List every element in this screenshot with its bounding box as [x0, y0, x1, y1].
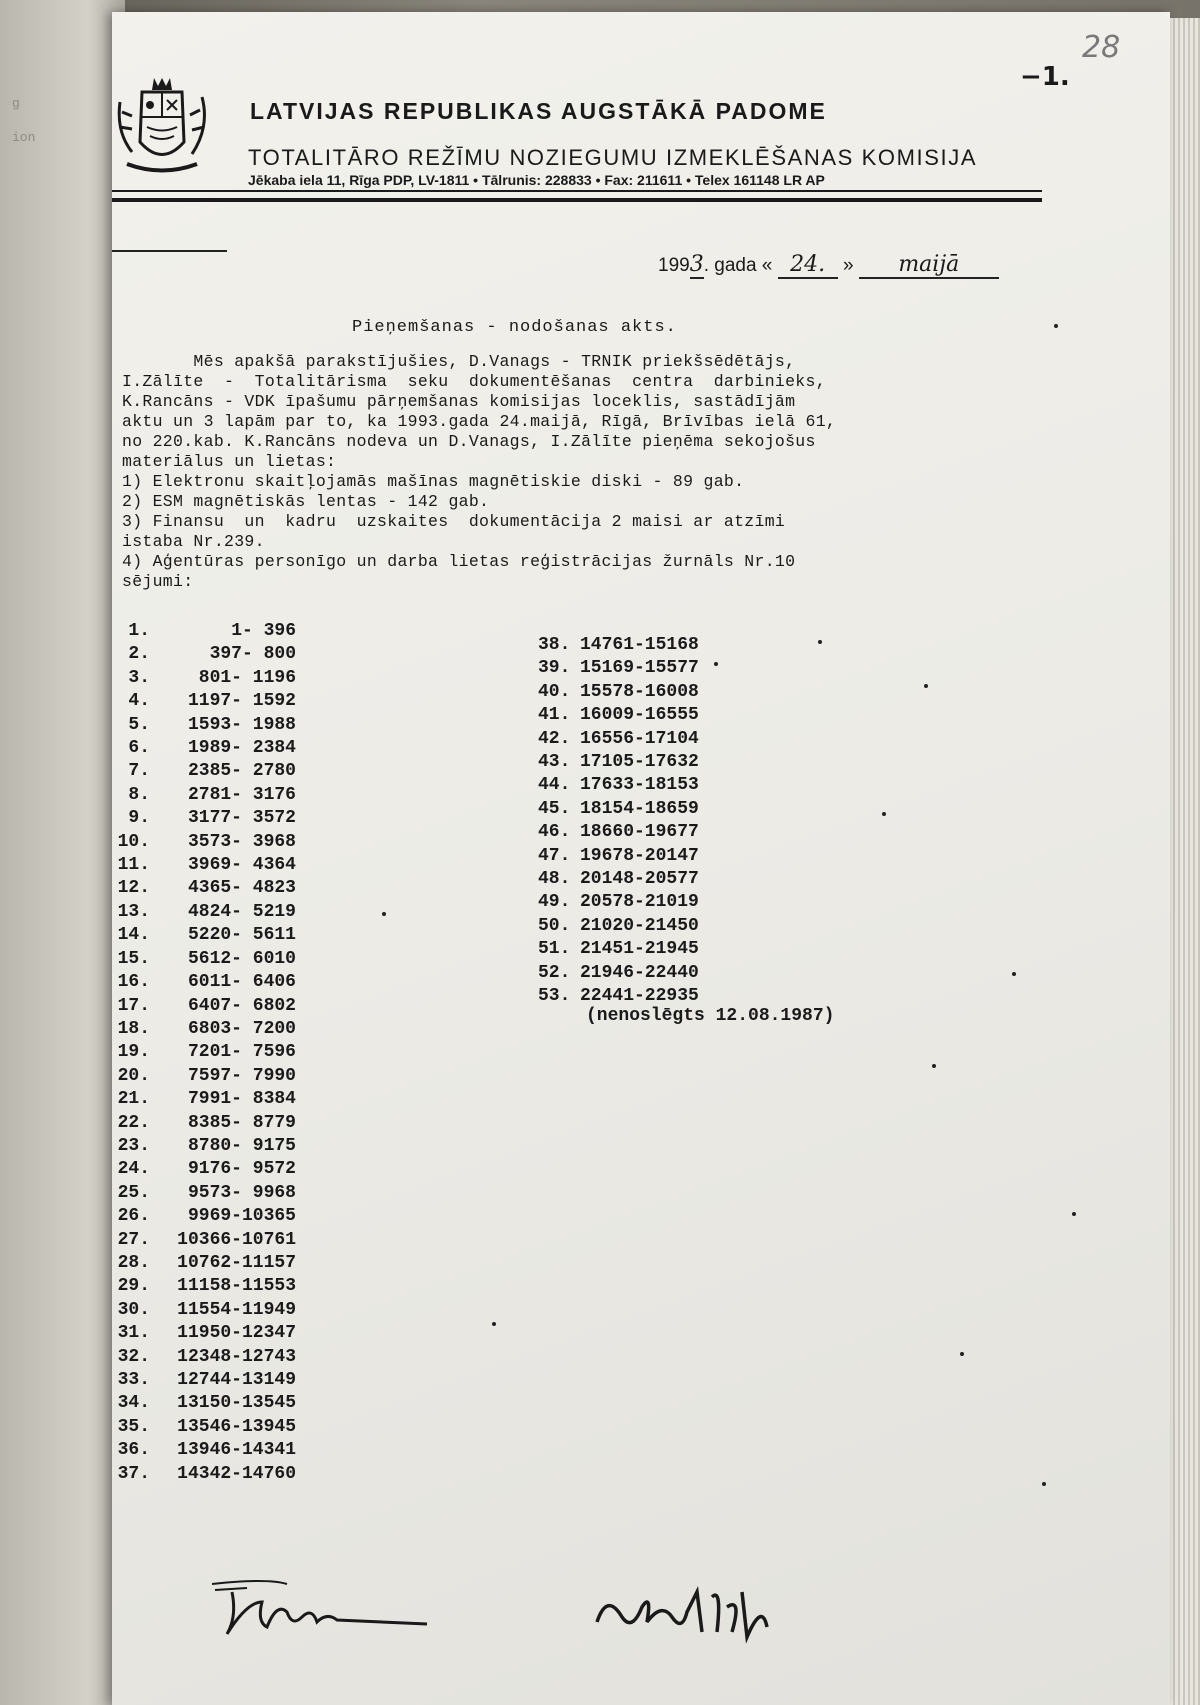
volume-row — [538, 915, 838, 938]
volume-row — [112, 1205, 312, 1228]
volume-number: 48. — [538, 869, 571, 890]
ink-speck — [960, 1352, 964, 1356]
volume-number: 47. — [538, 845, 571, 866]
volume-range: 3573- 3968 — [187, 831, 296, 852]
volume-number: 32. — [117, 1346, 150, 1367]
volume-range: 11554-11949 — [177, 1299, 296, 1320]
ink-speck — [882, 812, 886, 816]
volume-range: 1197- 1592 — [187, 691, 296, 712]
volume-row — [112, 1158, 312, 1181]
volume-row — [112, 1229, 312, 1252]
volume-row — [112, 924, 312, 947]
volume-number: 21. — [117, 1089, 150, 1110]
volume-range: 13546-13945 — [177, 1416, 296, 1437]
volume-row — [538, 657, 838, 680]
header-rule-thick — [112, 198, 1042, 202]
volume-range: 3177- 3572 — [187, 808, 296, 829]
volume-range: 801- 1196 — [198, 667, 296, 688]
ink-speck — [1054, 324, 1058, 328]
volume-range: 11158-11553 — [177, 1276, 296, 1297]
volume-range: 17105-17632 — [580, 752, 699, 773]
volume-range: 17633-18153 — [580, 775, 699, 796]
volume-number: 5. — [128, 714, 150, 735]
volume-range: 19678-20147 — [580, 845, 699, 866]
body-line: 4) Aģentūras personīgo un darba lietas reģistrācijas žurnāls Nr.10 — [122, 552, 796, 571]
volume-row — [112, 690, 312, 713]
ink-speck — [714, 662, 718, 666]
volume-row — [112, 1322, 312, 1345]
volume-row — [112, 854, 312, 877]
volume-range: 21451-21945 — [580, 939, 699, 960]
volume-list-left — [112, 620, 312, 1486]
volume-number: 18. — [117, 1018, 150, 1039]
volume-number: 7. — [128, 761, 150, 782]
ink-speck — [1042, 1482, 1046, 1486]
volume-row — [538, 751, 838, 774]
volume-number: 39. — [538, 658, 571, 679]
date-suffix: » — [842, 255, 854, 276]
volume-range: 20148-20577 — [580, 869, 699, 890]
volume-number: 26. — [117, 1206, 150, 1227]
reference-line — [112, 250, 227, 252]
volume-number: 41. — [538, 705, 571, 726]
volume-row — [538, 891, 838, 914]
volume-range: 15169-15577 — [580, 658, 699, 679]
volume-number: 14. — [117, 925, 150, 946]
volume-row — [112, 1369, 312, 1392]
volume-number: 37. — [117, 1463, 150, 1484]
volume-range: 2385- 2780 — [187, 761, 296, 782]
coat-of-arms-emblem — [112, 72, 212, 182]
volume-row — [112, 1416, 312, 1439]
volume-range: 6011- 6406 — [187, 972, 296, 993]
document-title: Pieņemšanas - nodošanas akts. — [352, 318, 677, 337]
volume-number: 52. — [538, 962, 571, 983]
volume-row — [538, 774, 838, 797]
volume-range: 21020-21450 — [580, 915, 699, 936]
volume-range: 15578-16008 — [580, 681, 699, 702]
volume-number: 24. — [117, 1159, 150, 1180]
volume-row — [112, 643, 312, 666]
ink-speck — [924, 684, 928, 688]
volume-number: 4. — [128, 691, 150, 712]
volume-number: 3. — [128, 667, 150, 688]
volume-row — [112, 971, 312, 994]
volume-range: 9573- 9968 — [187, 1182, 296, 1203]
volume-row — [112, 667, 312, 690]
ink-speck — [1072, 1212, 1076, 1216]
volume-row — [538, 938, 838, 961]
volume-row — [112, 1392, 312, 1415]
volume-range: 1- 396 — [231, 621, 296, 641]
volume-row — [538, 962, 838, 985]
volume-number: 13. — [117, 901, 150, 922]
unclosed-note: (nenoslēgts 12.08.1987) — [586, 1006, 835, 1026]
volume-number: 25. — [117, 1182, 150, 1203]
volume-range: 8780- 9175 — [187, 1135, 296, 1156]
volume-number: 31. — [117, 1323, 150, 1344]
volume-row — [112, 1018, 312, 1041]
volume-range: 6803- 7200 — [187, 1018, 296, 1039]
volume-range: 12744-13149 — [177, 1370, 296, 1390]
volume-row — [112, 831, 312, 854]
volume-range: 8385- 8779 — [187, 1112, 296, 1133]
volume-number: 34. — [117, 1393, 150, 1414]
volume-number: 44. — [538, 775, 571, 796]
volume-range: 9969-10365 — [187, 1206, 296, 1227]
volume-row — [538, 821, 838, 844]
volume-number: 40. — [538, 681, 571, 702]
volume-row — [538, 728, 838, 751]
date-month: maijā — [859, 252, 999, 279]
volume-row — [112, 784, 312, 807]
volume-range: 4365- 4823 — [187, 878, 296, 899]
volume-row — [112, 1346, 312, 1369]
volume-range: 10366-10761 — [177, 1229, 296, 1250]
volume-number: 45. — [538, 798, 571, 819]
volume-number: 20. — [117, 1065, 150, 1086]
volume-number: 36. — [117, 1440, 150, 1461]
body-text — [122, 352, 942, 592]
date-day: 24. — [778, 252, 838, 279]
volume-row — [538, 681, 838, 704]
volume-row — [112, 714, 312, 737]
volume-row — [112, 948, 312, 971]
volume-range: 13150-13545 — [177, 1393, 296, 1414]
volume-range: 5612- 6010 — [187, 948, 296, 969]
volume-range: 397- 800 — [209, 644, 296, 665]
volume-number: 49. — [538, 892, 571, 913]
date-year-prefix: 199 — [658, 255, 690, 276]
volume-number: 29. — [117, 1276, 150, 1297]
volume-range: 7201- 7596 — [187, 1042, 296, 1063]
volume-number: 12. — [117, 878, 150, 899]
volume-number: 51. — [538, 939, 571, 960]
volume-number: 22. — [117, 1112, 150, 1133]
volume-range: 12348-12743 — [177, 1346, 296, 1367]
volume-row — [538, 704, 838, 727]
volume-number: 35. — [117, 1416, 150, 1437]
volume-number: 16. — [117, 972, 150, 993]
volume-row — [112, 1299, 312, 1322]
volume-range: 22441-22935 — [580, 986, 699, 1007]
volume-number: 8. — [128, 784, 150, 805]
volume-number: 43. — [538, 752, 571, 773]
volume-row — [112, 1088, 312, 1111]
volume-row — [538, 868, 838, 891]
body-line: sējumi: — [122, 572, 194, 591]
ink-speck — [818, 640, 822, 644]
header-rule — [112, 190, 1042, 192]
document-date — [658, 252, 999, 279]
volume-row — [112, 1182, 312, 1205]
volume-row — [538, 985, 838, 1008]
volume-range: 20578-21019 — [580, 892, 699, 913]
volume-number: 53. — [538, 986, 571, 1007]
volume-number: 42. — [538, 728, 571, 749]
ink-speck — [1012, 972, 1016, 976]
volume-range: 7597- 7990 — [187, 1065, 296, 1086]
volume-row — [112, 807, 312, 830]
volume-row — [538, 845, 838, 868]
volume-row — [112, 1041, 312, 1064]
volume-number: 1. — [128, 621, 150, 641]
volume-number: 15. — [117, 948, 150, 969]
volume-number: 9. — [128, 808, 150, 829]
volume-number: 6. — [128, 738, 150, 759]
volume-range: 9176- 9572 — [187, 1159, 296, 1180]
volume-number: 19. — [117, 1042, 150, 1063]
signature-zalite — [592, 1577, 792, 1647]
volume-row — [112, 877, 312, 900]
volume-row — [112, 737, 312, 760]
date-year-digit: 3 — [689, 252, 704, 277]
volume-list-right — [538, 634, 838, 1009]
volume-number: 17. — [117, 995, 150, 1016]
volume-row — [112, 1439, 312, 1462]
previous-page-edge: g ion — [0, 0, 125, 1705]
volume-number: 27. — [117, 1229, 150, 1250]
body-line: I.Zālīte - Totalitārisma seku dokumentēšanas centra darbinieks, — [122, 372, 826, 391]
volume-range: 11950-12347 — [177, 1323, 296, 1344]
body-line: aktu un 3 lapām par to, ka 1993.gada 24.maijā, Rīgā, Brīvības ielā 61, — [122, 412, 837, 431]
volume-range: 1593- 1988 — [187, 714, 296, 735]
volume-row — [112, 1112, 312, 1135]
volume-range: 3969- 4364 — [187, 855, 296, 876]
volume-row — [112, 1065, 312, 1088]
volume-number: 46. — [538, 822, 571, 843]
volume-number: 28. — [117, 1252, 150, 1273]
volume-range: 18660-19677 — [580, 822, 699, 843]
volume-range: 10762-11157 — [177, 1252, 296, 1273]
volume-range: 5220- 5611 — [187, 925, 296, 946]
volume-number: 30. — [117, 1299, 150, 1320]
body-line: 2) ESM magnētiskās lentas - 142 gab. — [122, 492, 490, 511]
commission-name: TOTALITĀRO REŽĪMU NOZIEGUMU IZMEKLĒŠANAS KOMISIJA — [248, 145, 978, 170]
body-line: 1) Elektronu skaitļojamās mašīnas magnētiskie diski - 89 gab. — [122, 472, 745, 491]
volume-row — [112, 1275, 312, 1298]
volume-row — [538, 798, 838, 821]
volume-range: 2781- 3176 — [187, 784, 296, 805]
volume-row — [112, 1463, 312, 1486]
volume-range: 4824- 5219 — [187, 901, 296, 922]
date-middle: . gada « — [703, 255, 773, 276]
volume-number: 10. — [117, 831, 150, 852]
volume-number: 50. — [538, 915, 571, 936]
volume-row — [112, 760, 312, 783]
volume-range: 1989- 2384 — [187, 738, 296, 759]
ink-speck — [492, 1322, 496, 1326]
page-number: 28 — [1082, 30, 1121, 65]
volume-range: 18154-18659 — [580, 798, 699, 819]
volume-row — [112, 1135, 312, 1158]
volume-number: 23. — [117, 1135, 150, 1156]
organization-name: LATVIJAS REPUBLIKAS AUGSTĀKĀ PADOME — [250, 98, 827, 124]
volume-row — [112, 1252, 312, 1275]
ink-speck — [382, 912, 386, 916]
body-line: Mēs apakšā parakstījušies, D.Vanags - TRNIK priekšsēdētājs, — [122, 352, 796, 371]
volume-row — [112, 901, 312, 924]
volume-range: 16556-17104 — [580, 728, 699, 749]
ink-speck — [932, 1064, 936, 1068]
volume-number: 33. — [117, 1370, 150, 1390]
body-line: istaba Nr.239. — [122, 532, 265, 551]
volume-range: 13946-14341 — [177, 1440, 296, 1461]
body-line: materiālus un lietas: — [122, 452, 337, 471]
corner-mark: −1. — [1020, 62, 1070, 92]
document-sheet — [112, 12, 1170, 1705]
body-line: 3) Finansu un kadru uzskaites dokumentācija 2 maisi ar atzīmi — [122, 512, 786, 531]
volume-range: 14761-15168 — [580, 635, 699, 655]
body-line: no 220.kab. K.Rancāns nodeva un D.Vanags, I.Zālīte pieņēma sekojošus — [122, 432, 816, 451]
body-line: K.Rancāns - VDK īpašumu pārņemšanas komisijas loceklis, sastādījām — [122, 392, 796, 411]
volume-row — [112, 995, 312, 1018]
volume-range: 7991- 8384 — [187, 1089, 296, 1110]
volume-row — [112, 620, 312, 643]
contact-details: Jēkaba iela 11, Rīga PDP, LV-1811 • Tālrunis: 228833 • Fax: 211611 • Telex 161148 LR AP — [248, 172, 825, 188]
volume-number: 2. — [128, 644, 150, 665]
volume-row — [538, 634, 838, 657]
signature-vanags — [207, 1572, 437, 1642]
volume-range: 14342-14760 — [177, 1463, 296, 1484]
volume-number: 38. — [538, 635, 571, 655]
volume-range: 6407- 6802 — [187, 995, 296, 1016]
volume-number: 11. — [117, 855, 150, 876]
volume-range: 16009-16555 — [580, 705, 699, 726]
volume-range: 21946-22440 — [580, 962, 699, 983]
